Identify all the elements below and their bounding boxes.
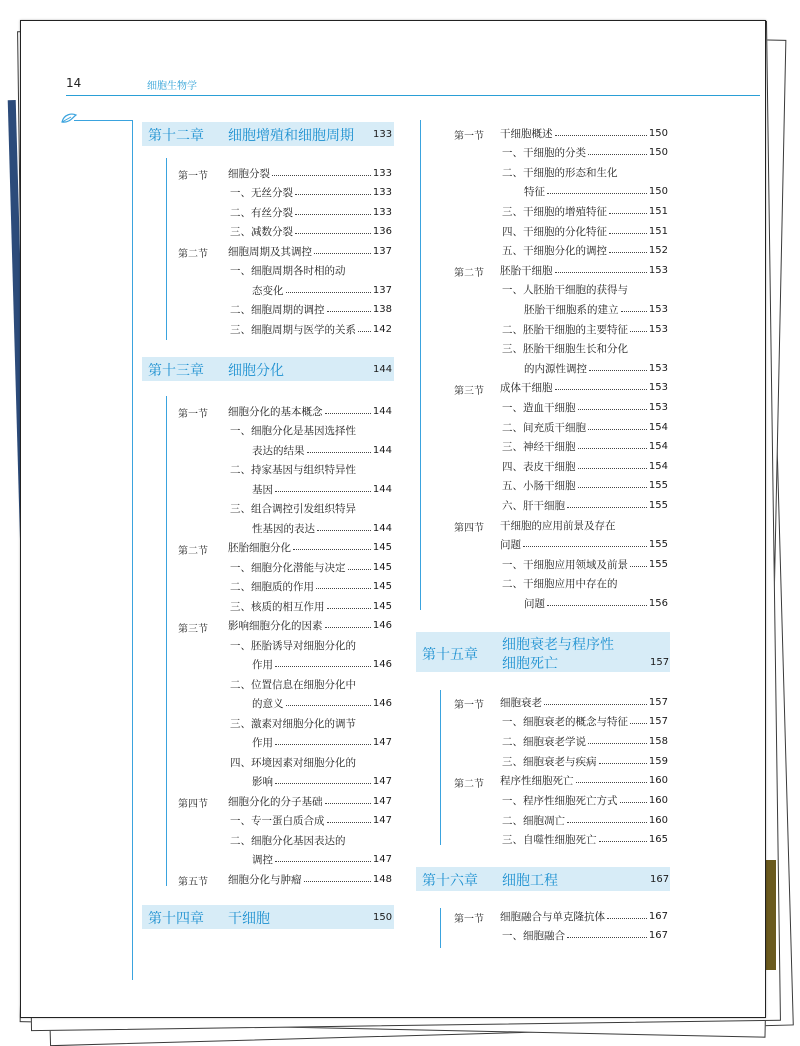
toc-subsection-entry[interactable] bbox=[252, 283, 392, 297]
chapter-number: 第十六章 bbox=[422, 873, 478, 889]
dot-leader bbox=[567, 507, 647, 508]
toc-subsection-entry[interactable] bbox=[252, 697, 392, 711]
toc-entry-page: 133 bbox=[372, 167, 392, 179]
toc-section-entry[interactable] bbox=[500, 263, 668, 277]
dot-leader bbox=[589, 370, 647, 371]
toc-subsection-entry[interactable] bbox=[524, 596, 668, 610]
section-number: 第三节 bbox=[178, 623, 208, 635]
toc-subsection-entry[interactable] bbox=[230, 755, 356, 769]
toc-section-entry[interactable] bbox=[228, 872, 392, 886]
section-number: 第三节 bbox=[454, 385, 484, 397]
toc-entry-title: 表达的结果 bbox=[252, 444, 305, 457]
dot-leader bbox=[588, 154, 647, 155]
toc-entry-title: 三、组合调控引发组织特异 bbox=[230, 503, 356, 515]
guide-line bbox=[74, 120, 132, 121]
toc-entry-title: 特征 bbox=[524, 186, 545, 199]
toc-entry-title: 干细胞概述 bbox=[500, 127, 553, 140]
section-number: 第一节 bbox=[454, 131, 484, 142]
toc-subsection-entry[interactable] bbox=[230, 638, 356, 652]
toc-entry-page: 153 bbox=[648, 323, 668, 335]
toc-entry-title: 一、细胞分化是基因选择性 bbox=[230, 425, 356, 437]
toc-section-entry[interactable] bbox=[228, 244, 392, 258]
toc-subsection-entry[interactable] bbox=[502, 400, 668, 414]
toc-entry-page: 155 bbox=[648, 499, 668, 511]
toc-entry-title: 作用 bbox=[252, 659, 273, 671]
toc-entry-title: 一、造血干细胞 bbox=[502, 401, 576, 414]
toc-entry-title: 三、胚胎干细胞生长和分化 bbox=[502, 343, 628, 356]
dot-leader bbox=[588, 743, 647, 744]
dot-leader bbox=[621, 311, 647, 312]
toc-subsection-entry[interactable] bbox=[230, 205, 392, 219]
section-number: 第一节 bbox=[178, 171, 208, 182]
dot-leader bbox=[348, 569, 371, 570]
toc-entry-title: 细胞分化的分子基础 bbox=[228, 795, 323, 808]
toc-entry-title: 性基因的表达 bbox=[252, 522, 315, 535]
toc-entry-title: 二、干细胞的形态和生化 bbox=[502, 166, 618, 179]
dot-leader bbox=[295, 194, 371, 195]
toc-subsection-entry[interactable] bbox=[524, 185, 668, 199]
toc-entry-title: 二、间充质干细胞 bbox=[502, 421, 586, 434]
toc-subsection-entry[interactable] bbox=[502, 283, 628, 297]
section-number: 第一节 bbox=[454, 914, 484, 925]
toc-entry-title: 细胞分化与肿瘤 bbox=[228, 873, 302, 886]
toc-entry-title: 的意义 bbox=[252, 698, 284, 710]
dot-leader bbox=[325, 627, 371, 628]
chapter-number: 第十二章 bbox=[148, 128, 204, 144]
toc-entry-title: 一、程序性细胞死亡方式 bbox=[502, 795, 618, 807]
dot-leader bbox=[275, 744, 371, 745]
toc-entry-title: 六、肝干细胞 bbox=[502, 499, 565, 512]
dot-leader bbox=[578, 487, 647, 488]
dot-leader bbox=[578, 468, 647, 469]
toc-entry-title: 四、干细胞的分化特征 bbox=[502, 225, 607, 238]
toc-entry-title: 三、核质的相互作用 bbox=[230, 600, 325, 613]
dot-leader bbox=[286, 292, 371, 293]
toc-entry-page: 142 bbox=[372, 323, 392, 335]
toc-subsection-entry[interactable] bbox=[230, 264, 346, 278]
chapter-number: 第十三章 bbox=[148, 363, 204, 379]
toc-entry-title: 三、细胞衰老与疾病 bbox=[502, 755, 597, 768]
chapter-title: 细胞衰老与程序性 bbox=[502, 637, 614, 653]
toc-entry-title: 调控 bbox=[252, 854, 273, 866]
toc-section-entry[interactable] bbox=[228, 794, 392, 808]
toc-entry-title: 四、表皮干细胞 bbox=[502, 460, 576, 473]
toc-subsection-entry[interactable] bbox=[252, 482, 392, 496]
dot-leader bbox=[314, 253, 371, 254]
toc-entry-title: 细胞周期及其调控 bbox=[228, 245, 312, 258]
section-number: 第四节 bbox=[454, 523, 484, 534]
toc-subsection-entry[interactable] bbox=[230, 814, 392, 828]
guide-line bbox=[440, 690, 441, 845]
dot-leader bbox=[555, 389, 647, 390]
toc-entry-page: 153 bbox=[648, 401, 668, 413]
toc-subsection-entry[interactable] bbox=[252, 853, 392, 867]
dot-leader bbox=[523, 546, 647, 547]
page-number: 14 bbox=[66, 76, 82, 90]
toc-subsection-entry[interactable] bbox=[502, 224, 668, 238]
toc-entry-page: 146 bbox=[372, 659, 392, 670]
toc-entry-page: 150 bbox=[648, 186, 668, 198]
dot-leader bbox=[316, 588, 371, 589]
dot-leader bbox=[307, 452, 371, 453]
toc-entry-title: 一、细胞分化潜能与决定 bbox=[230, 561, 346, 574]
section-number: 第二节 bbox=[178, 249, 208, 260]
toc-section-entry[interactable] bbox=[500, 909, 668, 923]
toc-section-entry[interactable] bbox=[228, 541, 392, 555]
toc-entry-title: 一、无丝分裂 bbox=[230, 187, 293, 199]
toc-subsection-entry[interactable] bbox=[252, 443, 392, 457]
toc-subsection-entry[interactable] bbox=[230, 322, 392, 336]
toc-entry-title: 成体干细胞 bbox=[500, 382, 553, 395]
chapter-number: 第十四章 bbox=[148, 911, 204, 927]
chapter-page: 150 bbox=[373, 912, 393, 923]
dot-leader bbox=[295, 214, 371, 215]
dot-leader bbox=[609, 213, 647, 214]
dot-leader bbox=[304, 881, 371, 882]
toc-subsection-entry[interactable] bbox=[230, 502, 356, 516]
dot-leader bbox=[607, 918, 647, 919]
toc-entry-title: 五、干细胞分化的调控 bbox=[502, 245, 607, 258]
toc-entry-page: 155 bbox=[648, 539, 668, 551]
toc-subsection-entry[interactable] bbox=[502, 577, 618, 591]
toc-entry-page: 156 bbox=[648, 597, 668, 609]
toc-entry-page: 153 bbox=[648, 362, 668, 374]
toc-entry-page: 150 bbox=[648, 127, 668, 139]
toc-entry-page: 153 bbox=[648, 264, 668, 276]
toc-subsection-entry[interactable] bbox=[252, 775, 392, 789]
chapter-title: 干细胞 bbox=[228, 911, 270, 927]
toc-entry-title: 胚胎细胞分化 bbox=[228, 542, 291, 554]
dot-leader bbox=[544, 704, 647, 705]
toc-entry-title: 一、胚胎诱导对细胞分化的 bbox=[230, 639, 356, 652]
toc-entry-page: 145 bbox=[372, 542, 392, 553]
dot-leader bbox=[547, 605, 647, 606]
toc-entry-page: 144 bbox=[372, 405, 392, 417]
toc-subsection-entry[interactable] bbox=[502, 322, 668, 336]
header-rule bbox=[66, 95, 760, 96]
toc-entry-title: 细胞融合与单克隆抗体 bbox=[500, 910, 605, 923]
toc-entry-page: 147 bbox=[372, 854, 392, 865]
toc-section-entry[interactable] bbox=[500, 695, 668, 709]
toc-entry-page: 146 bbox=[372, 698, 392, 709]
toc-subsection-entry[interactable] bbox=[502, 498, 668, 512]
toc-subsection-entry[interactable] bbox=[502, 165, 618, 179]
toc-entry-title: 影响 bbox=[252, 776, 273, 788]
toc-entry-page: 138 bbox=[372, 304, 392, 315]
toc-entry-title: 一、干细胞应用领域及前景 bbox=[502, 558, 628, 571]
toc-section-entry[interactable] bbox=[228, 619, 392, 633]
toc-section-entry[interactable] bbox=[228, 166, 392, 180]
toc-entry-page: 160 bbox=[648, 775, 668, 787]
toc-entry-title: 二、位置信息在细胞分化中 bbox=[230, 678, 356, 691]
toc-entry-title: 三、神经干细胞 bbox=[502, 441, 576, 454]
toc-entry-title: 五、小肠干细胞 bbox=[502, 480, 576, 493]
toc-subsection-entry[interactable] bbox=[230, 580, 392, 594]
toc-entry-page: 133 bbox=[372, 206, 392, 218]
toc-subsection-entry[interactable] bbox=[502, 459, 668, 473]
toc-entry-page: 157 bbox=[648, 716, 668, 728]
dot-leader bbox=[609, 252, 647, 253]
guide-line bbox=[132, 120, 133, 980]
dot-leader bbox=[317, 530, 371, 531]
toc-entry-page: 148 bbox=[372, 873, 392, 885]
toc-entry-title: 作用 bbox=[252, 737, 273, 749]
toc-subsection-entry[interactable] bbox=[502, 557, 668, 571]
toc-subsection-entry[interactable] bbox=[502, 813, 668, 827]
toc-subsection-entry[interactable] bbox=[502, 734, 668, 748]
toc-entry-page: 153 bbox=[648, 382, 668, 394]
toc-subsection-entry[interactable] bbox=[502, 342, 628, 356]
toc-entry-page: 144 bbox=[372, 444, 392, 456]
toc-entry-page: 159 bbox=[648, 755, 668, 767]
toc-subsection-entry[interactable] bbox=[230, 463, 356, 477]
toc-entry-page: 155 bbox=[648, 480, 668, 492]
toc-subsection-entry[interactable] bbox=[502, 794, 668, 808]
toc-entry-title: 干细胞的应用前景及存在 bbox=[500, 519, 616, 532]
dot-leader bbox=[325, 413, 371, 414]
chapter-title: 细胞分化 bbox=[228, 363, 284, 379]
toc-entry-page: 133 bbox=[372, 187, 392, 198]
section-number: 第四节 bbox=[178, 799, 208, 810]
chapter-page: 144 bbox=[373, 364, 393, 375]
dot-leader bbox=[630, 331, 647, 332]
toc-entry-title: 三、激素对细胞分化的调节 bbox=[230, 717, 356, 730]
toc-entry-title: 细胞分化的基本概念 bbox=[228, 405, 323, 418]
dot-leader bbox=[286, 705, 371, 706]
section-number: 第一节 bbox=[454, 700, 484, 711]
toc-entry-page: 137 bbox=[372, 284, 392, 296]
toc-subsection-entry[interactable] bbox=[230, 303, 392, 317]
toc-entry-page: 151 bbox=[648, 205, 668, 217]
toc-entry-page: 157 bbox=[648, 696, 668, 708]
toc-subsection-entry[interactable] bbox=[252, 658, 392, 672]
toc-entry-page: 165 bbox=[648, 834, 668, 846]
dot-leader bbox=[358, 331, 371, 332]
toc-entry-page: 160 bbox=[648, 795, 668, 806]
toc-entry-page: 147 bbox=[372, 815, 392, 826]
dot-leader bbox=[609, 233, 647, 234]
toc-entry-title: 二、细胞周期的调控 bbox=[230, 304, 325, 316]
dot-leader bbox=[295, 233, 371, 234]
chapter-title: 细胞工程 bbox=[502, 873, 558, 889]
dot-leader bbox=[555, 135, 647, 136]
toc-entry-page: 145 bbox=[372, 561, 392, 573]
toc-entry-page: 153 bbox=[648, 303, 668, 315]
toc-subsection-entry[interactable] bbox=[502, 715, 668, 729]
toc-entry-page: 137 bbox=[372, 245, 392, 257]
toc-subsection-entry[interactable] bbox=[500, 538, 668, 552]
toc-subsection-entry[interactable] bbox=[230, 186, 392, 200]
toc-subsection-entry[interactable] bbox=[230, 560, 392, 574]
toc-entry-title: 问题 bbox=[500, 539, 521, 552]
toc-entry-page: 158 bbox=[648, 735, 668, 747]
toc-section-entry[interactable] bbox=[500, 518, 616, 532]
toc-entry-title: 二、胚胎干细胞的主要特征 bbox=[502, 323, 628, 336]
running-head: 细胞生物学 bbox=[147, 81, 197, 92]
toc-subsection-entry[interactable] bbox=[502, 420, 668, 434]
toc-entry-page: 167 bbox=[648, 930, 668, 942]
toc-subsection-entry[interactable] bbox=[230, 833, 346, 847]
dot-leader bbox=[567, 937, 647, 938]
toc-subsection-entry[interactable] bbox=[252, 736, 392, 750]
toc-entry-title: 三、减数分裂 bbox=[230, 226, 293, 238]
toc-subsection-entry[interactable] bbox=[524, 361, 668, 375]
chapter-number: 第十五章 bbox=[422, 647, 478, 663]
dot-leader bbox=[327, 311, 371, 312]
toc-entry-page: 145 bbox=[372, 581, 392, 592]
toc-entry-title: 一、干细胞的分类 bbox=[502, 147, 586, 160]
toc-entry-title: 的内源性调控 bbox=[524, 362, 587, 375]
toc-entry-title: 细胞分裂 bbox=[228, 167, 270, 180]
toc-entry-page: 144 bbox=[372, 522, 392, 534]
dot-leader bbox=[599, 763, 647, 764]
toc-subsection-entry[interactable] bbox=[502, 204, 668, 218]
dot-leader bbox=[275, 861, 371, 862]
guide-line bbox=[420, 120, 421, 610]
dot-leader bbox=[547, 193, 647, 194]
dot-leader bbox=[630, 566, 647, 567]
chapter-title: 细胞死亡 bbox=[502, 656, 558, 672]
section-number: 第二节 bbox=[454, 778, 484, 790]
toc-entry-title: 二、细胞分化基因表达的 bbox=[230, 834, 346, 847]
toc-entry-page: 167 bbox=[648, 910, 668, 922]
toc-entry-page: 146 bbox=[372, 620, 392, 631]
toc-entry-page: 152 bbox=[648, 245, 668, 257]
dot-leader bbox=[578, 448, 647, 449]
dot-leader bbox=[293, 549, 371, 550]
toc-entry-page: 151 bbox=[648, 225, 668, 237]
dot-leader bbox=[588, 429, 647, 430]
toc-entry-title: 二、细胞衰老学说 bbox=[502, 735, 586, 748]
toc-entry-title: 影响细胞分化的因素 bbox=[228, 620, 323, 632]
toc-entry-page: 147 bbox=[372, 776, 392, 787]
toc-subsection-entry[interactable] bbox=[524, 302, 668, 316]
dot-leader bbox=[275, 783, 371, 784]
toc-entry-page: 154 bbox=[648, 441, 668, 453]
section-number: 第二节 bbox=[178, 545, 208, 557]
guide-line bbox=[440, 908, 441, 948]
dot-leader bbox=[578, 409, 647, 410]
chapter-page: 157 bbox=[650, 657, 670, 668]
toc-entry-title: 胚胎干细胞 bbox=[500, 264, 553, 277]
toc-entry-page: 144 bbox=[372, 483, 392, 495]
toc-entry-title: 一、细胞衰老的概念与特征 bbox=[502, 716, 628, 729]
toc-subsection-entry[interactable] bbox=[502, 146, 668, 160]
toc-entry-page: 160 bbox=[648, 814, 668, 826]
toc-entry-page: 154 bbox=[648, 460, 668, 472]
toc-entry-title: 一、细胞周期各时相的动 bbox=[230, 265, 346, 277]
toc-section-entry[interactable] bbox=[500, 126, 668, 140]
dot-leader bbox=[327, 608, 371, 609]
dot-leader bbox=[555, 272, 647, 273]
toc-entry-title: 基因 bbox=[252, 483, 273, 496]
dot-leader bbox=[325, 803, 371, 804]
toc-entry-page: 145 bbox=[372, 600, 392, 612]
toc-section-entry[interactable] bbox=[500, 774, 668, 788]
dot-leader bbox=[272, 175, 371, 176]
toc-subsection-entry[interactable] bbox=[230, 677, 356, 691]
toc-subsection-entry[interactable] bbox=[230, 716, 356, 730]
toc-entry-title: 二、有丝分裂 bbox=[230, 206, 293, 219]
toc-entry-title: 四、环境因素对细胞分化的 bbox=[230, 756, 356, 769]
toc-subsection-entry[interactable] bbox=[230, 599, 392, 613]
chapter-page: 167 bbox=[650, 874, 670, 885]
toc-subsection-entry[interactable] bbox=[252, 521, 392, 535]
toc-entry-title: 态变化 bbox=[252, 284, 284, 297]
toc-section-entry[interactable] bbox=[228, 404, 392, 418]
toc-entry-title: 细胞衰老 bbox=[500, 696, 542, 709]
dot-leader bbox=[630, 723, 647, 724]
chapter-title: 细胞增殖和细胞周期 bbox=[228, 128, 354, 144]
toc-subsection-entry[interactable] bbox=[502, 440, 668, 454]
dot-leader bbox=[567, 822, 647, 823]
toc-entry-title: 问题 bbox=[524, 597, 545, 610]
dot-leader bbox=[599, 841, 647, 842]
toc-entry-title: 胚胎干细胞系的建立 bbox=[524, 303, 619, 316]
toc-subsection-entry[interactable] bbox=[502, 929, 668, 943]
dot-leader bbox=[576, 782, 647, 783]
toc-entry-title: 二、细胞凋亡 bbox=[502, 814, 565, 827]
dot-leader bbox=[327, 822, 371, 823]
guide-line bbox=[166, 158, 167, 340]
toc-entry-page: 150 bbox=[648, 147, 668, 159]
toc-entry-title: 三、干细胞的增殖特征 bbox=[502, 205, 607, 218]
toc-entry-title: 二、细胞质的作用 bbox=[230, 581, 314, 593]
toc-subsection-entry[interactable] bbox=[502, 754, 668, 768]
toc-entry-title: 二、持家基因与组织特异性 bbox=[230, 464, 356, 476]
toc-subsection-entry[interactable] bbox=[502, 833, 668, 847]
toc-entry-title: 一、细胞融合 bbox=[502, 930, 565, 943]
section-number: 第一节 bbox=[178, 409, 208, 420]
dot-leader bbox=[620, 802, 647, 803]
toc-entry-page: 155 bbox=[648, 558, 668, 570]
toc-entry-title: 程序性细胞死亡 bbox=[500, 775, 574, 788]
dot-leader bbox=[275, 666, 371, 667]
toc-subsection-entry[interactable] bbox=[502, 244, 668, 258]
toc-entry-title: 二、干细胞应用中存在的 bbox=[502, 578, 618, 591]
toc-entry-title: 一、人胚胎干细胞的获得与 bbox=[502, 284, 628, 297]
toc-entry-title: 三、细胞周期与医学的关系 bbox=[230, 323, 356, 336]
toc-subsection-entry[interactable] bbox=[230, 225, 392, 239]
toc-subsection-entry[interactable] bbox=[502, 479, 668, 493]
section-number: 第二节 bbox=[454, 268, 484, 280]
leaf-icon bbox=[60, 112, 78, 126]
toc-section-entry[interactable] bbox=[500, 381, 668, 395]
toc-entry-page: 154 bbox=[648, 421, 668, 433]
toc-entry-title: 三、自噬性细胞死亡 bbox=[502, 834, 597, 847]
toc-entry-page: 136 bbox=[372, 226, 392, 237]
chapter-page: 133 bbox=[373, 129, 393, 140]
guide-line bbox=[166, 396, 167, 886]
section-number: 第五节 bbox=[178, 877, 208, 888]
dot-leader bbox=[275, 491, 371, 492]
toc-entry-title: 一、专一蛋白质合成 bbox=[230, 815, 325, 827]
toc-entry-page: 147 bbox=[372, 795, 392, 807]
toc-subsection-entry[interactable] bbox=[230, 424, 356, 438]
toc-entry-page: 147 bbox=[372, 737, 392, 748]
